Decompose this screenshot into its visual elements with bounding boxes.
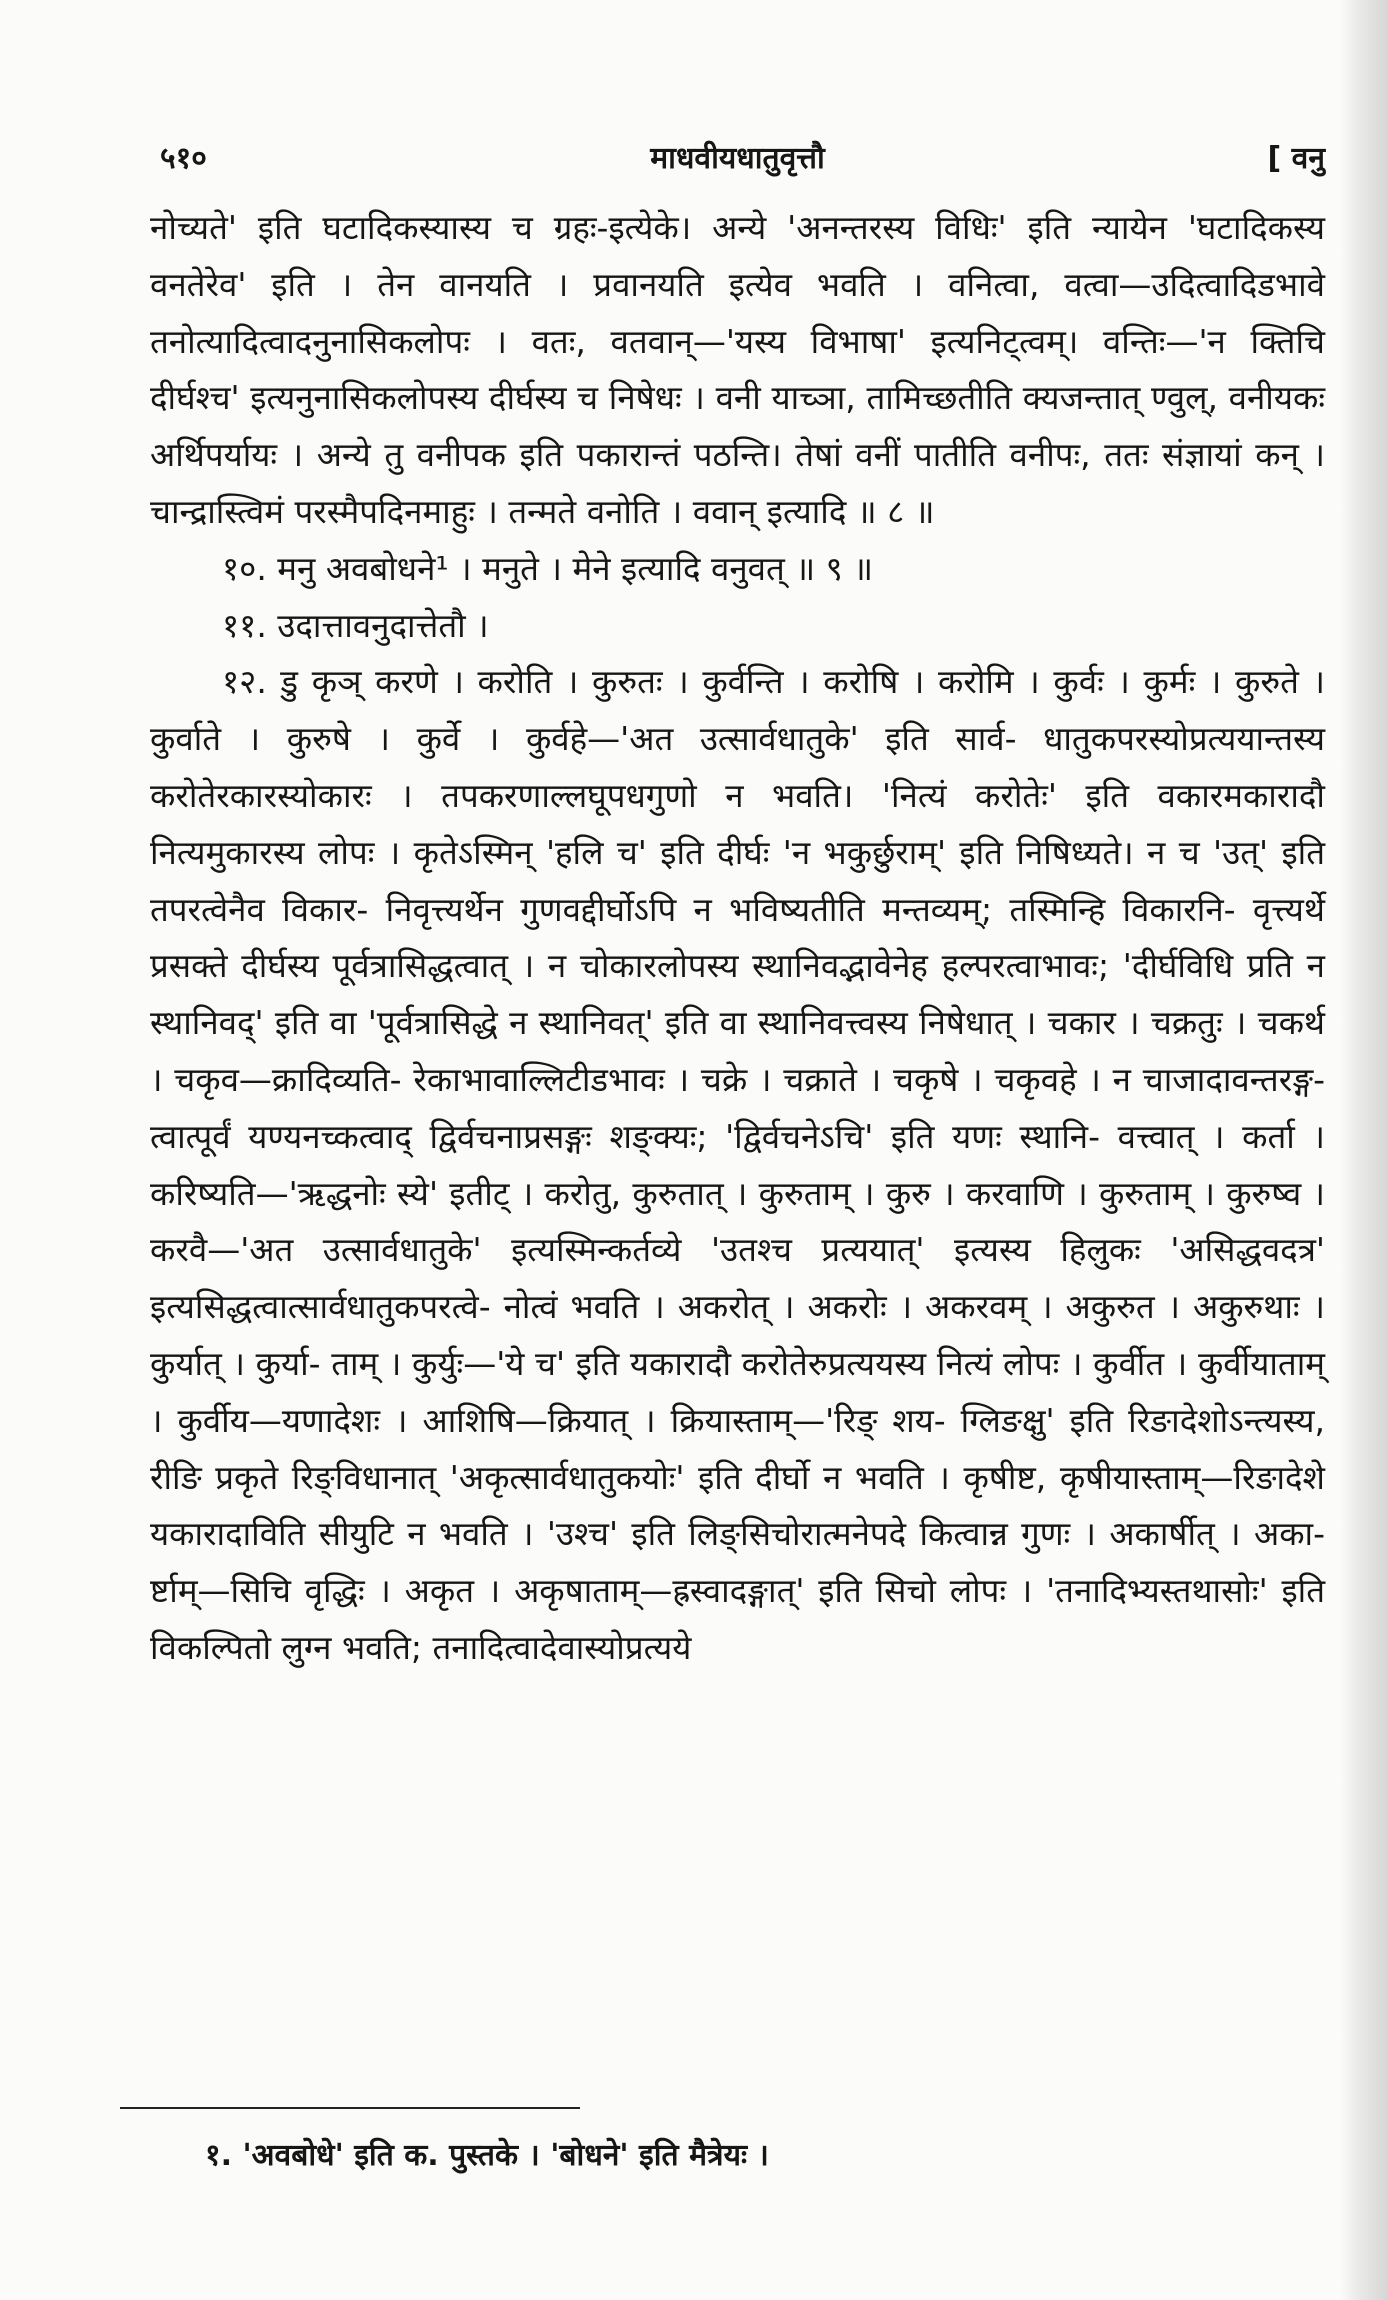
- text-line: न भवति । 'उश्च' इति लिङ्सिचोरात्मनेपदे कित्वान्न गुणः । अकार्षीत् । अका-: [407, 1514, 1325, 1554]
- page-number: ५१०: [160, 141, 207, 176]
- text-line: ताम् । कुर्युः—'ये च' इति यकारादौ करोतेरुप्रत्ययस्य नित्यं लोपः । कुर्वीत ।: [331, 1343, 1188, 1383]
- text-line: इति दीर्घः 'न भकुर्छुराम्' इति निषिध्यते। न च 'उत्' इति तपरत्वेनैव विकार-: [150, 832, 1326, 929]
- page-edge-shadow: [1340, 0, 1388, 2300]
- paragraph-12: [150, 654, 1325, 1676]
- text-line: इति वा स्थानिवत्त्वस्य निषेधात् । चकार । चक्रतुः । चकर्थ । चकृव—क्रादिव्यति-: [150, 1003, 1326, 1099]
- text-line: अन्ये तु वनीपक इति पकारान्तं पठन्ति। तेषां वनीं पातीति वनीपः, ततः संज्ञायां: [316, 435, 1242, 475]
- text-line: कुरु । करवाणि । कुरुताम् । कुरुष्व । करवै—'अत उत्सार्वधातुके' इत्यस्मिन्कर्तव्ये: [150, 1173, 1325, 1270]
- text-line: १२. डु कृञ् करणे । करोति । कुरुतः । कुर्वन्ति । करोषि । करोमि । कुर्वः ।: [222, 662, 1130, 702]
- page-body: [150, 200, 1325, 1677]
- text-line: इति दीर्घो न भवति । कृषीष्ट, कृषीयास्ताम्—रिङादेशे यकारादाविति सीयुटि: [150, 1457, 1325, 1554]
- text-line: वृत्त्यर्थे प्रसक्ते दीर्घस्य पूर्वत्रासिद्धत्वात् । न चोकारलोपस्य स्थानिवद्भावेनेह: [150, 889, 1325, 986]
- text-line: निवृत्त्यर्थेन गुणवद्दीर्घोऽपि न भविष्यतीति मन्तव्यम्; तस्मिन्हि विकारनि-: [385, 889, 1236, 929]
- book-page: [150, 130, 1325, 2270]
- text-line: हल्परत्वाभावः; 'दीर्घविधि प्रति न स्थानिवद्' इति वा 'पूर्वत्रासिद्धे न स्थानिवत्': [150, 946, 1325, 1043]
- page-header: [150, 130, 1325, 200]
- text-line: कन् । चान्द्रास्त्विमं परस्मैपदिनमाहुः । तन्मते वनोति । ववान् इत्यादि ॥ ८ ॥: [150, 435, 1325, 531]
- text-line: र्ष्टाम्—सिचि वृद्धिः । अकृत । अकृषाताम्—ह्रस्वादङ्गात्' इति सिचो लोपः ।: [150, 1571, 1033, 1611]
- text-line: 'तनादिभ्यस्तथासोः' इति विकल्पितो लुग्न भवति; तनादित्वादेवास्योप्रत्यये: [150, 1571, 1326, 1667]
- footnote-divider: [120, 2107, 580, 2109]
- text-line: 'घटादिकस्य वनतेरेव' इति । तेन वानयति । प्रवानयति इत्येव भवति । वनित्वा,: [150, 208, 1325, 304]
- text-line: 'उतश्च प्रत्ययात्' इत्यस्य हिलुकः 'असिद्धवदत्र' इत्यसिद्धत्वात्सार्वधातुकपरत्वे-: [150, 1230, 1325, 1327]
- text-line: विभाषा' इत्यनिट्त्वम्। वन्तिः—'न क्तिचि दीर्घश्च' इत्यनुनासिकलोपस्य दीर्घस्य: [150, 321, 1325, 418]
- footnote: १. 'अवबोधे' इति क. पुस्तके । 'बोधने' इति मैत्रेयः ।: [205, 2138, 769, 2173]
- text-line: नोत्वं भवति । अकरोत् । अकरोः । अकरवम् । अकुरुत । अकुरुथाः । कुर्यात् । कुर्या-: [150, 1287, 1325, 1383]
- text-line: कुर्वीयाताम् । कुर्वीय—यणादेशः । आशिषि—क्रियात् । क्रियास्ताम्—'रिङ् शय-: [150, 1343, 1325, 1440]
- text-line: 'नित्यं करोतेः' इति वकारमकारादौ नित्यमुकारस्य लोपः । कृतेऽस्मिन् 'हलि च': [150, 775, 1325, 872]
- text-line: रेकाभावाल्लिटीडभावः । चक्रे । चक्राते । चकृषे । चकृवहे । न चाजादावन्तरङ्ग-: [413, 1059, 1325, 1099]
- text-line: धातुकपरस्योप्रत्ययान्तस्य करोतेरकारस्योकारः । तपकरणाल्लघूपधगुणो न भवति।: [150, 719, 1325, 815]
- sutra-10: १०. मनु अवबोधने¹ । मनुते । मेने इत्यादि वनुवत् ॥ ९ ॥: [222, 548, 874, 588]
- text-line: त्वात्पूर्वं यण्यनच्कत्वाद् द्विर्वचनाप्रसङ्गः शङ्क्यः; 'द्विर्वचनेऽचि' इति यणः स्थानि-: [150, 1116, 1100, 1156]
- sutra-11: ११. उदात्तावनुदात्तेतौ ।: [222, 605, 489, 645]
- text-line: वत्वा—उदित्वादिडभावे तनोत्यादित्वादनुनासिकलोपः । वतः, वतवान्—'यस्य: [150, 264, 1325, 361]
- text-line: कुर्मः । कुरुते । कुर्वाते । कुरुषे । कुर्वे । कुर्वहे—'अत उत्सार्वधातुके' इति सार्व-: [150, 662, 1325, 759]
- text-block-intro: [150, 200, 1325, 541]
- running-title: माधवीयधातुवृत्तौ: [650, 141, 825, 176]
- text-line: ग्लिङक्षु' इति रिङादेशोऽन्त्यस्य, रीङि प्रकृते रिङ्विधानात् 'अकृत्सार्वधातुकयोः': [150, 1400, 1325, 1497]
- section-tag: [ वनु: [1267, 141, 1325, 176]
- text-line: वत्त्वात् । कर्ता । करिष्यति—'ऋद्धनोः स्ये' इतीट् । करोतु, कुरुतात् । कुरुताम् ।: [150, 1116, 1325, 1213]
- text-line: च निषेधः । वनी याच्ञा, तामिच्छतीति क्यजन्तात् ण्वुल्, वनीयकः अर्थिपर्यायः ।: [150, 378, 1325, 475]
- text-line: नोच्यते' इति घटादिकस्यास्य च ग्रहः-इत्येके। अन्ये 'अनन्तरस्य विधिः' इति न्यायेन: [150, 208, 1167, 247]
